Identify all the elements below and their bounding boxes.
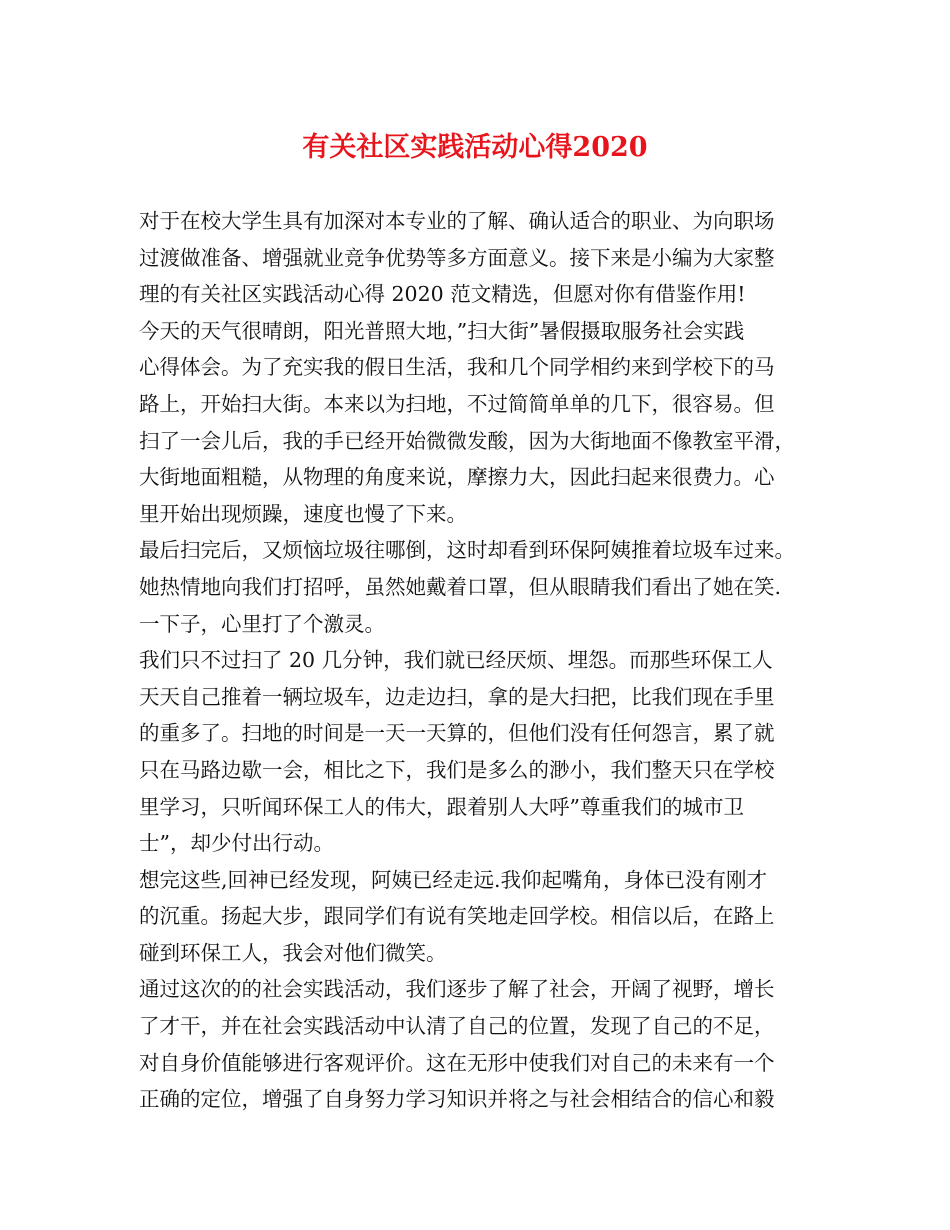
body-line: 里学习，只听闻环保工人的伟大，跟着别人大呼”尊重我们的城市卫 bbox=[139, 794, 744, 819]
body-line: 对于在校大学生具有加深对本专业的了解、确认适合的职业、为向职场 bbox=[139, 209, 775, 233]
body-line: 今天的天气很晴朗，阳光普照大地，”扫大街”暑假摄取服务社会实践 bbox=[139, 318, 745, 343]
body-line: 的沉重。扬起大步，跟同学们有说有笑地走回学校。相信以后，在路上 bbox=[139, 904, 775, 929]
body-line: 最后扫完后，又烦恼垃圾往哪倒，这时却看到环保阿姨推着垃圾车过来。 bbox=[139, 538, 795, 563]
body-line: 想完这些,回神已经发现，阿姨已经走远.我仰起嘴角，身体已没有刚才 bbox=[139, 867, 768, 892]
body-line: 碰到环保工人，我会对他们微笑。 bbox=[139, 940, 447, 965]
body-line: 天天自己推着一辆垃圾车，边走边扫，拿的是大扫把，比我们现在手里 bbox=[139, 684, 775, 709]
body-line: 我们只不过扫了 20 几分钟，我们就已经厌烦、埋怨。而那些环保工人 bbox=[139, 648, 773, 673]
body-line: 里开始出现烦躁，速度也慢了下来。 bbox=[139, 501, 467, 526]
body-line: 对自身价值能够进行客观评价。这在无形中使我们对自己的未来有一个 bbox=[139, 1050, 775, 1075]
body-line: 过渡做准备、增强就业竞争优势等多方面意义。接下来是小编为大家整 bbox=[139, 245, 775, 270]
body-line: 她热情地向我们打招呼，虽然她戴着口罩，但从眼睛我们看出了她在笑. bbox=[139, 574, 782, 599]
body-line: 大街地面粗糙，从物理的角度来说，摩擦力大，因此扫起来很费力。心 bbox=[139, 465, 775, 490]
body-line: 路上，开始扫大街。本来以为扫地，不过简简单单的几下，很容易。但 bbox=[139, 391, 775, 416]
body-line: 的重多了。扫地的时间是一天一天算的，但他们没有任何怨言，累了就 bbox=[139, 721, 775, 746]
body-line: 扫了一会儿后，我的手已经开始微微发酸，因为大街地面不像教室平滑， bbox=[139, 428, 795, 453]
body-line: 通过这次的的社会实践活动，我们逐步了解了社会，开阔了视野，增长 bbox=[139, 977, 775, 1002]
body-line: 只在马路边歇一会，相比之下，我们是多么的渺小，我们整天只在学校 bbox=[139, 757, 775, 782]
body-line: 了才干，并在社会实践活动中认清了自己的位置，发现了自己的不足， bbox=[139, 1014, 775, 1039]
body-line: 一下子，心里打了个激灵。 bbox=[139, 611, 385, 636]
body-line: 士”，却少付出行动。 bbox=[139, 831, 334, 856]
document-body bbox=[139, 203, 819, 1118]
document-title: 有关社区实践活动心得2020 bbox=[302, 132, 648, 163]
body-line: 心得体会。为了充实我的假日生活，我和几个同学相约来到学校下的马 bbox=[139, 355, 775, 380]
body-line: 正确的定位，增强了自身努力学习知识并将之与社会相结合的信心和毅 bbox=[139, 1087, 775, 1112]
body-line: 理的有关社区实践活动心得 2020 范文精选，但愿对你有借鉴作用! bbox=[139, 282, 746, 307]
